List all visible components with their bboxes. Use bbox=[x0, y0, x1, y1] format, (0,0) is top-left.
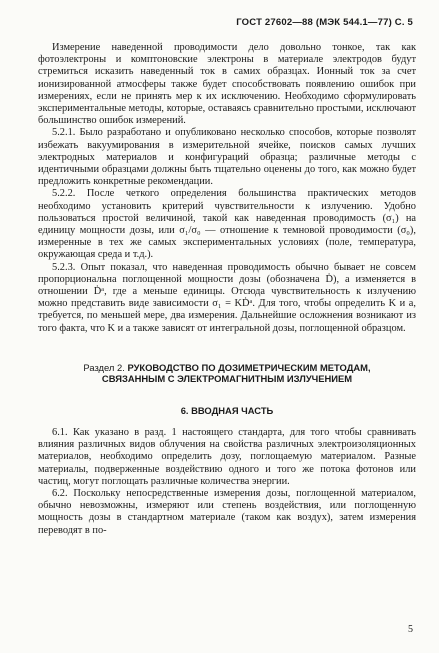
paragraph-5-2-3: 5.2.3. Опыт показал, что наведенная проводимость обычно бывает не совсем пропорциональна поглощенной мощности дозы (обозначена Ḋ), а изменяется в отношении Ḋᵃ, где a меньше единицы. Отсюда чувствительность к излучению можно представить виде зависимости σ₁ = KḊᵃ. Для того, чтобы определить K и a, требуется, по меньшей мере, два измерения. Дальнейшие осложнения возникают из того факта, что K и a также зависят от интегральной дозы, поглощенной образцом. bbox=[38, 261, 416, 334]
document-body bbox=[38, 42, 416, 537]
section-lead: Раздел 2. bbox=[83, 361, 125, 373]
paragraph-5-2-2: 5.2.2. После четкого определения большинства практических методов необходимо установить критерий чувствительности к излучению. Удобно пользоваться простой величиной, такой как наведенная проводимость (σ₁) на единицу мощности дозы, или σ₁/σ₀ — отношение к темновой проводимости (σ₀), измеренные в тех же самых экспериментальных условиях (поле, температура, окружающая среда и т.д.). bbox=[38, 188, 416, 261]
paragraph-6-1: 6.1. Как указано в разд. 1 настоящего стандарта, для того чтобы сравнивать влияния различных видов облучения на свойства различных электроизоляционных материалов, необходимо определить дозу, поглощаемую материалом. Разные материалы, подверженные воздействию одного и того же потока фотонов или частиц, могут поглощать различные количества энергии. bbox=[38, 427, 416, 487]
page-number: 5 bbox=[408, 624, 413, 635]
section-title bbox=[38, 362, 416, 385]
section-title-line1: РУКОВОДСТВО ПО ДОЗИМЕТРИЧЕСКИМ МЕТОДАМ, bbox=[127, 361, 371, 373]
section-title-line2: СВЯЗАННЫМ С ЭЛЕКТРОМАГНИТНЫМ ИЗЛУЧЕНИЕМ bbox=[101, 373, 353, 385]
page-header: ГОСТ 27602—88 (МЭК 544.1—77) С. 5 bbox=[236, 17, 413, 28]
paragraph: Измерение наведенной проводимости дело довольно тонкое, так как фотоэлектроны и комптоновские электроны в материале электродов будут стремиться исказить наведенный ток в самих образцах. Ионный ток за счет ионизированной атмосферы также будет способствовать появлению ошибок при измерениях, если не принять мер к их исключению. Необходимо сформулировать экспериментальные методы, которые, оставаясь сравнительно простыми, исключают большинство ошибок измерений. bbox=[38, 42, 416, 127]
subsection-title: 6. ВВОДНАЯ ЧАСТЬ bbox=[180, 405, 274, 417]
paragraph-6-2: 6.2. Поскольку непосредственные измерения дозы, поглощенной материалом, обычно невозможны, измеряют или степень воздействия, или поглощенную мощность дозы в стандартном материале (таком как воздух), затем измерения переводят в по- bbox=[38, 488, 416, 536]
paragraph-5-2-1: 5.2.1. Было разработано и опубликовано несколько способов, которые позволят избежать вакуумирования в измерительной ячейке, поисков самых лучших электродных материалов и конфигураций образца; различные методы с идентичными образцами должны быть тщательно оценены до того, как можно будет предложить конкретные рекомендации. bbox=[38, 127, 416, 188]
